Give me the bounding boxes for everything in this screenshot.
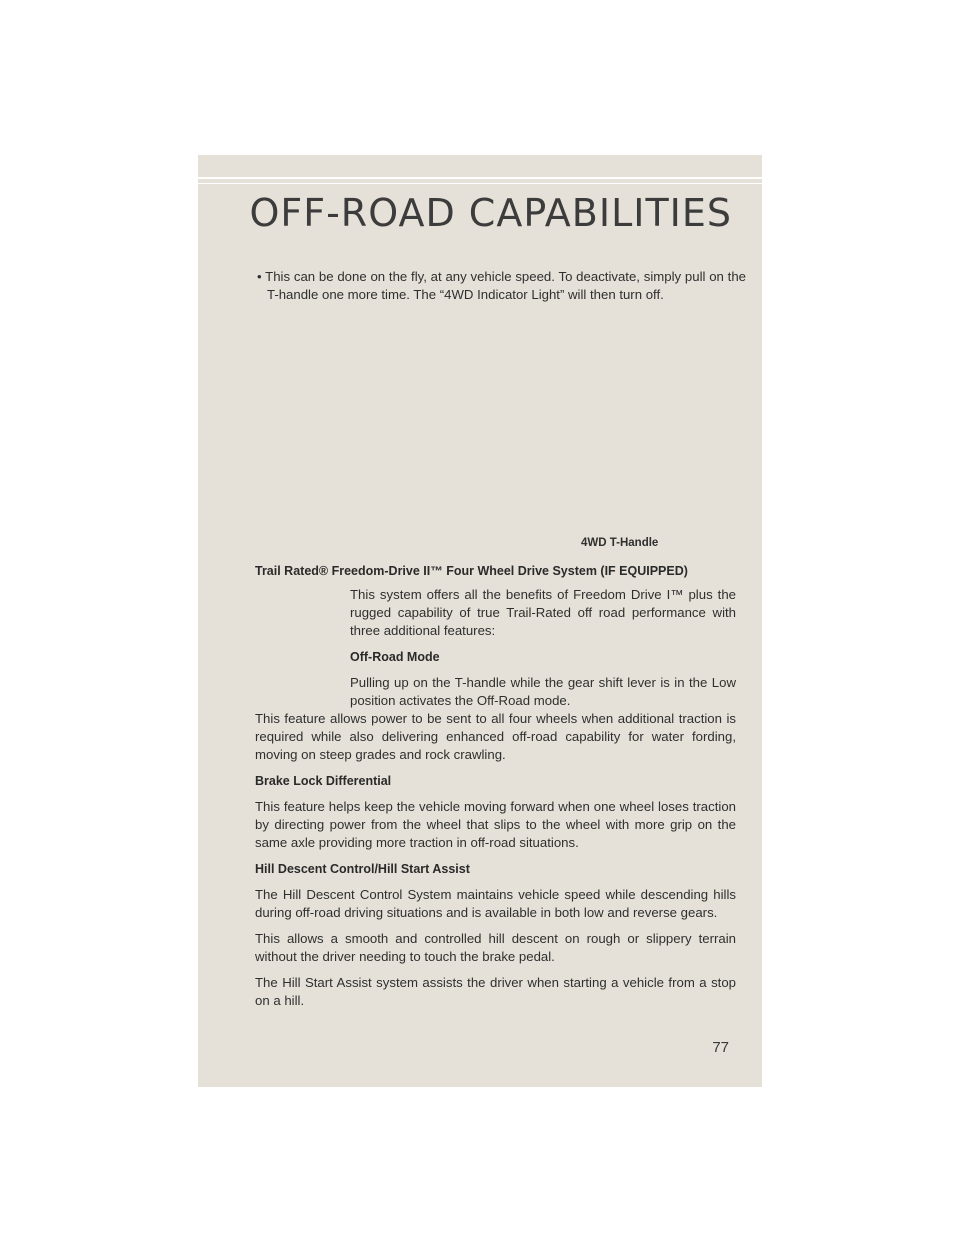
brake-lock-paragraph: This feature helps keep the vehicle moving forward when one wheel loses traction by directing power from the wheel that slips to the wheel with more grip on the same axle providing more traction in off-road situations. — [255, 799, 736, 850]
section-title: OFF-ROAD CAPABILITIES — [249, 191, 732, 235]
offroad-mode-paragraph: Pulling up on the T-handle while the gear shift lever is in the Low position activates the Off-Road mode. — [350, 675, 736, 708]
page-number: 77 — [712, 1039, 729, 1056]
manual-page — [198, 155, 762, 1087]
trail-rated-heading: Trail Rated® Freedom-Drive II™ Four Wheel Drive System (IF EQUIPPED) — [255, 564, 688, 578]
offroad-mode-heading: Off-Road Mode — [350, 650, 440, 664]
bullet-item: • This can be done on the fly, at any vehicle speed. To deactivate, simply pull on the T-handle one more time. The “4WD Indicator Light” will then turn off. — [257, 269, 746, 302]
trail-rated-description — [350, 586, 736, 718]
header-rule-bottom — [198, 183, 762, 184]
hill-descent-paragraph-2: This allows a smooth and controlled hill descent on rough or slippery terrain without the driver needing to touch the brake pedal. — [255, 931, 736, 964]
main-content — [255, 710, 736, 1018]
header-rule-top — [198, 177, 762, 179]
hill-descent-paragraph-1: The Hill Descent Control System maintains vehicle speed while descending hills during off-road driving situations and is available in both low and reverse gears. — [255, 887, 736, 920]
figure-placeholder — [342, 320, 736, 530]
brake-lock-heading: Brake Lock Differential — [255, 774, 392, 788]
offroad-mode-paragraph-2: This feature allows power to be sent to all four wheels when additional traction is required while also delivering enhanced off-road capability for water fording, moving on steep grades and rock crawling. — [255, 711, 736, 762]
hill-start-paragraph: The Hill Start Assist system assists the driver when starting a vehicle from a stop on a hill. — [255, 975, 736, 1008]
hill-descent-heading: Hill Descent Control/Hill Start Assist — [255, 862, 470, 876]
trail-intro-paragraph: This system offers all the benefits of Freedom Drive I™ plus the rugged capability of true Trail-Rated off road performance with three additional features: — [350, 587, 736, 638]
figure-caption: 4WD T-Handle — [581, 537, 659, 549]
